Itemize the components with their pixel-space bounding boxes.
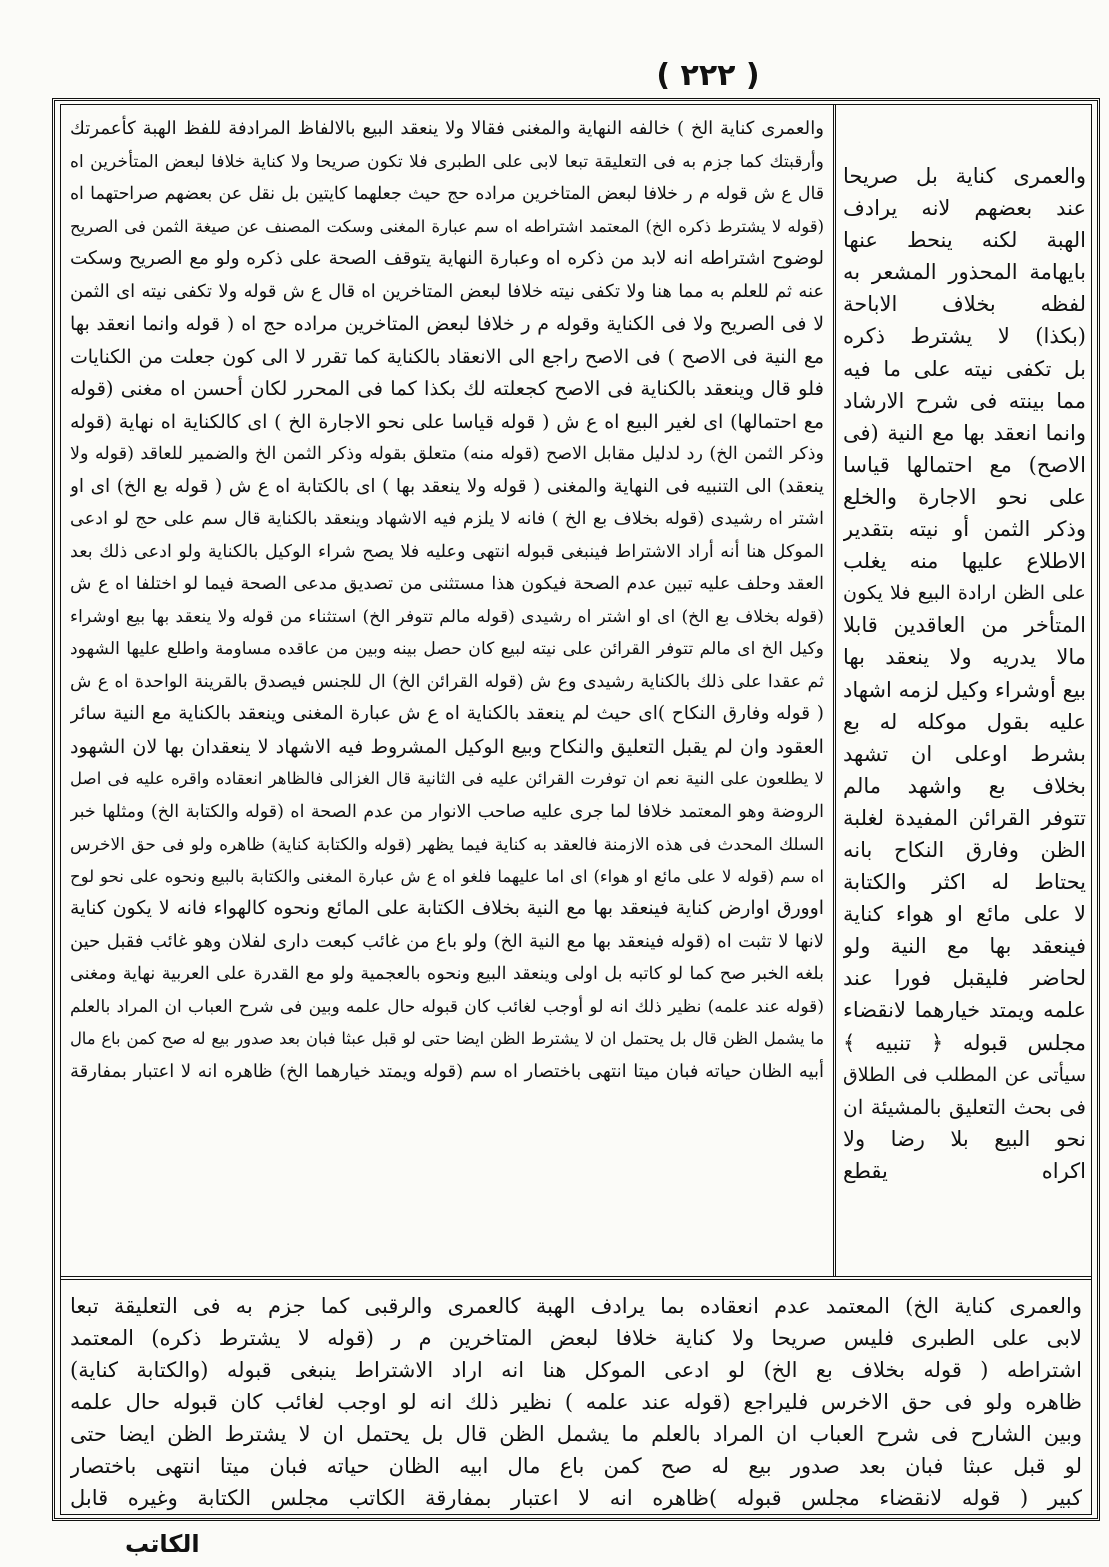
main-text-line: اه سم (قوله لا على مائع او هواء) اى اما عليهما فلغو اه ع ش عبارة المغنى والكتابة بالبيع ونحوه على نحو لوح bbox=[70, 866, 824, 886]
side-text-line: فينعقد بها مع النية ولو bbox=[843, 934, 1086, 959]
main-text-line: الروضة وهو المعتمد خلافا لما جرى عليه صاحب الانوار من عدم الصحة اه (قوله والكتابة الخ) ومثلها خبر bbox=[70, 801, 824, 822]
side-text-line: مالا يدريه ولا ينعقد بها bbox=[843, 645, 1086, 670]
main-text-line: العقد وحلف عليه تبين عدم الصحة فيكون هذا مستثنى من تصديق مدعى الصحة فيما لو اختلفا اه ع ش bbox=[70, 574, 824, 594]
main-text-line: (قوله بخلاف بع الخ) اى او اشتر اه رشيدى (قوله مالم تتوفر الخ) استثناء من قوله ولا ينعقد بها بيع اوشراء bbox=[70, 606, 824, 627]
main-text-line: ( قوله وفارق النكاح )اى حيث لم ينعقد بالكناية اه ع ش عبارة المغنى وينعقد بالكناية مع النية سائر bbox=[70, 703, 824, 724]
main-text-line: والعمرى كناية الخ ) خالفه النهاية والمغنى فقالا ولا ينعقد البيع بالالفاظ المرادفة للفظ الهبة كأعمرتك bbox=[70, 118, 824, 139]
footnote-line: وبين الشارح فى شرح العباب ان المراد بالعلم ما يشمل الظن قال بل يحتمل ان لا يشترط الظن ايضا حتى bbox=[70, 1422, 1082, 1446]
side-text-line: لحاضر فليقبل فورا عند bbox=[843, 966, 1086, 991]
main-text-line: ما يشمل الظن قال بل يحتمل ان لا يشترط الظن ايضا حتى لو قبل عبثا فبان بعد صدور بيع له صح كمن باع مال bbox=[70, 1029, 824, 1048]
side-matn-column bbox=[843, 160, 1086, 1187]
side-text-line: على الظن ارادة البيع فلا يكون bbox=[843, 581, 1086, 605]
side-text-line: بخلاف بع واشهد مالم bbox=[843, 773, 1086, 798]
main-text-line: اوورق اوارض كناية فينعقد بها مع النية بخلاف الكتابة على المائع ونحوه كالهواء فانه لا يكون كناية bbox=[70, 898, 824, 919]
main-text-line: لوضوح اشتراطه انه لابد من ذكره اه وعبارة النهاية يتوقف الصحة على ذكره ولو مع الصريح وسكت bbox=[70, 248, 824, 269]
side-text-line: بيع أوشراء وكيل لزمه اشهاد bbox=[843, 677, 1086, 702]
main-text-line: قال ع ش قوله م ر خلافا لبعض المتاخرين مراده حج حيث جعلهما كايتين بل نقل عن بعضهم صراحتهما اه bbox=[70, 184, 824, 204]
side-text-line: مما بينته فى شرح الارشاد bbox=[843, 388, 1086, 413]
side-text-line: الظن وفارق النكاح بانه bbox=[843, 837, 1086, 862]
side-text-line: وانما انعقد بها مع النية (فى bbox=[843, 420, 1086, 445]
main-text-line: مع احتمالها) اى لغير البيع اه ع ش ( قوله قياسا على نحو الاجارة الخ ) اى كالكناية اه نهاية (قوله bbox=[70, 410, 824, 433]
side-text-line: مجلس قبوله ﴿ تنبيه ﴾ bbox=[843, 1030, 1086, 1055]
side-text-line: وذكر الثمن أو نيته بتقدير bbox=[843, 517, 1086, 542]
main-text-line: لا يطلعون على النية نعم ان توفرت القرائن عليه فى الثانية قال الغزالى فالظاهر انعقاده واقره عليه فى اصل bbox=[70, 769, 824, 788]
main-text-line: لا فى الصريح ولا فى الكناية وقوله م ر خلافا لبعض المتاخرين مراده حج اه ( قوله وانما انعقد بها bbox=[70, 313, 824, 335]
main-text-line: لانها لا تثبت اه (قوله فينعقد بها مع النية الخ) ولو باع من غائب كبعت دارى لفلان وهو غائب فقبل حين bbox=[70, 930, 824, 952]
side-text-line: على نحو الاجارة والخلع bbox=[843, 484, 1086, 509]
main-text-line: ينعقد) الى التنبيه فى النهاية والمغنى ( قوله ولا ينعقد بها ) اى بالكتابة اه ع ش ( قوله بع الخ) اى او bbox=[70, 475, 824, 497]
side-text-line: نحو البيع بلا رضا ولا bbox=[843, 1126, 1086, 1151]
main-text-line: وكيل الخ اى مالم تتوفر القرائن على نيته لبيع كان حصل بينه وبين من عاقده مساومة واطلع عليها الشهود bbox=[70, 639, 824, 659]
side-text-line: لفظه بخلاف الاباحة bbox=[843, 292, 1086, 317]
main-text-line: فلو قال وينعقد بالكناية فى الاصح كجعلته لك بكذا كما فى المحرر لكان أحسن اه مغنى (قوله bbox=[70, 377, 824, 400]
side-text-line: والعمرى كناية بل صريحا bbox=[843, 164, 1086, 188]
footnote-line: كبير ( قوله لانقضاء مجلس قبوله )ظاهره انه لا اعتبار بمفارقة الكاتب مجلس الكتابة وغيره قابل bbox=[70, 1486, 1082, 1510]
side-text-line: سيأتى عن المطلب فى الطلاق bbox=[843, 1063, 1086, 1086]
side-text-line: عند بعضهم لانه يرادف bbox=[843, 196, 1086, 221]
side-text-line: بايهامة المحذور المشعر به bbox=[843, 260, 1086, 285]
side-text-line: بل تكفى نيته على ما فيه bbox=[843, 356, 1086, 381]
side-text-line: تتوفر القرائن المفيدة لغلبة bbox=[843, 805, 1086, 830]
main-text-line: (قوله عند علمه) نظير ذلك انه لو أوجب لغائب كان قبوله حال علمه وبين فى شرح العباب ان المراد بالعلم bbox=[70, 996, 824, 1017]
main-text-line: العقود وان لم يقبل التعليق والنكاح وبيع الوكيل المشروط فيه الاشهاد لا ينعقدان بها لان الشهود bbox=[70, 734, 824, 758]
footnote-line: اشتراطه ( قوله بخلاف بع الخ) لو ادعى الموكل هنا انه اراد الاشتراط ينبغى قبوله (والكتابة كناية) bbox=[70, 1358, 1082, 1382]
side-text-line: الهبة لكنه ينحط عنها bbox=[843, 228, 1086, 253]
side-text-line: اكراه يقطع bbox=[843, 1158, 1086, 1183]
side-text-line: علمه ويمتد خيارهما لانقضاء bbox=[843, 998, 1086, 1023]
main-text-line: وذكر الثمن الخ) رد لدليل مقابل الاصح (قوله منه) متعلق بقوله وذكر الثمن الخ والضمير للعاقد (قوله ولا bbox=[70, 444, 824, 464]
side-text-line: بشرط اوعلى ان تشهد bbox=[843, 741, 1086, 766]
side-text-line: الاطلاع عليها منه يغلب bbox=[843, 549, 1086, 574]
main-text-line: أبيه الظان حياته فبان ميتا انتهى باختصار اه سم (قوله ويمتد خيارهما الخ) ظاهره انه لا اعتبار بمفارقة bbox=[70, 1060, 824, 1082]
footnote-line: ظاهره ولو فى حق الاخرس فليراجع (قوله عند علمه ) نظير ذلك انه لو اوجب لغائب كان قبوله حال علمه bbox=[70, 1390, 1082, 1414]
main-text-line: وأرقبتك كما جزم به فى التعليقة تبعا لابى على الطبرى فلا تكون صريحا ولا كناية خلافا لبعض المتأخرين اه bbox=[70, 151, 824, 172]
marginal-notes bbox=[70, 1290, 1082, 1514]
catchword: الكاتب bbox=[125, 1530, 200, 1558]
main-text-line: السلك المحدث فى هذه الازمنة فالعقد به كناية فيما يظهر (قوله والكتابة كناية) ظاهره ولو فى حق الاخرس bbox=[70, 834, 824, 854]
main-commentary bbox=[70, 113, 824, 1088]
main-text-line: بلغه الخبر صح كما لو كاتبه بل اولى وينعقد البيع ونحوه بالعجمية ولو مع القدرة على العربية نهاية ومغنى bbox=[70, 964, 824, 984]
footnote-line: لو قبل عبثا فبان بعد صدور بيع له صح كمن باع مال ابيه الظان حياته فبان ميتا انتهى باختصار bbox=[70, 1454, 1082, 1478]
side-text-line: (بكذا) لا يشترط ذكره bbox=[843, 324, 1086, 349]
main-text-line: الموكل هنا أنه أراد الاشتراط فينبغى قبوله انتهى وعليه فلا يصح شراء الوكيل بالكناية ولو ادعى ذلك بعد bbox=[70, 541, 824, 562]
page-number: ( ٢٢٢ ) bbox=[656, 58, 760, 93]
main-text-line: مع النية فى الاصح ) فى الاصح راجع الى الانعقاد بالكناية كما تقرر لا الى كون جعلت من الكنايات bbox=[70, 345, 824, 368]
side-text-line: فى بحث التعليق بالمشيئة ان bbox=[843, 1094, 1086, 1119]
main-text-line: ثم عقدا على ذلك بالكناية رشيدى وع ش (قوله القرائن الخ) ال للجنس فيصدق بالقرينة الواحدة اه ع ش bbox=[70, 671, 824, 692]
side-text-line: عليه بقول موكله له بع bbox=[843, 709, 1086, 734]
main-text-line: عنه ثم للعلم به مما هنا ولا تكفى نيته خلافا لبعض المتاخرين اه قال ع ش قوله ولا تكفى نيته اى الثمن bbox=[70, 280, 824, 302]
side-text-line: يحتاط له اكثر والكتابة bbox=[843, 870, 1086, 895]
side-text-line: المتأخر من العاقدين قابلا bbox=[843, 613, 1086, 638]
main-text-line: (قوله لا يشترط ذكره الخ) المعتمد اشتراطه اه سم عبارة المغنى وسكت المصنف عن صيغة الثمن فى الصريح bbox=[70, 216, 824, 236]
main-text-line: اشتر اه رشيدى (قوله بخلاف بع الخ ) فانه لا يلزم فيه الاشهاد وينعقد بالكناية قال سم على حج لو ادعى bbox=[70, 509, 824, 529]
side-text-line: الاصح) مع احتمالها قياسا bbox=[843, 452, 1086, 477]
footnote-line: والعمرى كناية الخ) المعتمد عدم انعقاده بما يرادف الهبة كالعمرى والرقبى كما جزم به فى التعليقة تبعا bbox=[70, 1294, 1082, 1318]
footnote-line: لابى على الطبرى فليس صريحا ولا كناية خلافا لبعض المتاخرين م ر (قوله لا يشترط ذكره) المعتمد bbox=[70, 1326, 1082, 1350]
footnote-divider bbox=[60, 1276, 1092, 1280]
column-divider bbox=[833, 104, 836, 1276]
side-text-line: لا على مائع او هواء كناية bbox=[843, 902, 1086, 927]
